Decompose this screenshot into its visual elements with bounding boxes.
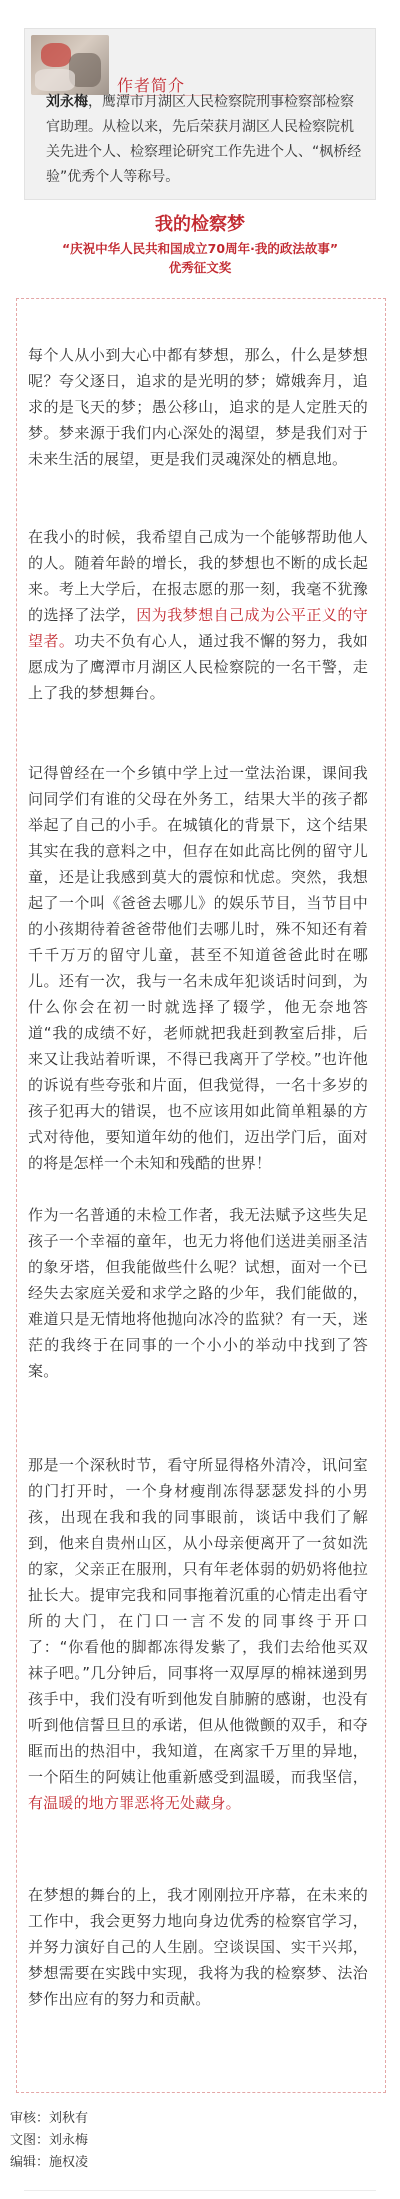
author-bio-text: ，鹰潭市月湖区人民检察院刑事检察部检察官助理。从检以来，先后荣获月湖区人民检察院机关先进个人、检察理论研究工作先进个人、“枫桥经验”优秀个人等称号。 <box>46 94 362 185</box>
bottom-divider <box>24 2190 376 2191</box>
paragraph-4: 作为一名普通的未检工作者，我无法赋予这些失足孩子一个幸福的童年，也无力将他们送进美丽圣洁的象牙塔，但我能做些什么呢？试想，面对一个已经失去家庭关爱和求学之路的少年，我们能做的，难道只是无情地将他抛向冰冷的监狱？有一天，迷茫的我终于在同事的一个小小的举动中找到了答案。 <box>28 1206 368 1380</box>
author-heading: 作者简介 <box>117 76 186 95</box>
author-name: 刘永梅 <box>46 94 88 110</box>
article-title: 我的检察梦 <box>155 214 245 235</box>
credit-text: 文图：刘永梅 <box>10 2133 89 2148</box>
paragraph-2-text-a: 在我小的时候，我希望自己成为一个能够帮助他人的人。随着年龄的增长，我的梦想也不断的成长起来。考上大学后，在报志愿的那一刻，我毫不犹豫的选择了法学， <box>28 528 368 624</box>
credit-editor: 编辑：施权凌 <box>10 2155 89 2170</box>
award-label: 优秀征文奖 <box>168 260 232 275</box>
paragraph-2-highlight: 因为我梦想自己成为公平正义的守望者。 <box>28 606 368 650</box>
article-subtitle: “庆祝中华人民共和国成立70周年·我的政法故事” <box>61 241 339 256</box>
paragraph-6: 在梦想的舞台的上，我才刚刚拉开序幕，在未来的工作中，我会更努力地向身边优秀的检察官学习，并努力演好自己的人生剧。空谈误国、实干兴邦，梦想需要在实践中实现，我将为我的检察梦、法治梦作出应有的努力和贡献。 <box>28 1886 368 2008</box>
paragraph-5-highlight: 有温暖的地方罪恶将无处藏身。 <box>28 1794 241 1812</box>
credits <box>10 2108 88 2174</box>
credit-review: 审核：刘秋有 <box>10 2111 89 2126</box>
paragraph-1: 每个人从小到大心中都有梦想，那么，什么是梦想呢？夸父逐日，追求的是光明的梦；嫦娥奔月，追求的是飞天的梦；愚公移山，追求的是人定胜天的梦。梦来源于我们内心深处的渴望，梦是我们对于未来生活的展望，更是我们灵魂深处的栖息地。 <box>28 346 368 468</box>
paragraph-2 <box>28 524 368 706</box>
paragraph-3: 记得曾经在一个乡镇中学上过一堂法治课，课间我问同学们有谁的父母在外务工，结果大半的孩子都举起了自己的小手。在城镇化的背景下，这个结果其实在我的意料之中，但存在如此高比例的留守儿童，还是让我感到莫大的震惊和忧虑。突然，我想起了一个叫《爸爸去哪儿》的娱乐节目，当节目中的小孩期待着爸爸带他们去哪儿时，殊不知还有着千千万万的留守儿童，甚至不知道爸爸此时在哪儿。还有一次，我与一名未成年犯谈话时问到，为什么你会在初一时就选择了辍学，他无奈地答道“我的成绩不好，老师就把我赶到教室后排，后来又让我站着听课，不得已我离开了学校。”也许他的诉说有些夸张和片面，但我觉得，一名十多岁的孩子犯再大的错误，也不应该用如此简单粗暴的方式对待他，要知道年幼的他们，迈出学门后，面对的将是怎样一个未知和残酷的世界！ <box>28 764 368 1172</box>
paragraph-5-text: 那是一个深秋时节，看守所显得格外清冷，讯问室的门打开时，一个身材瘦削冻得瑟瑟发抖的小男孩，出现在我和我的同事眼前，谈话中我们了解到，他来自贵州山区，从小母亲便离开了一贫如洗的家，父亲正在服刑，只有年老体弱的奶奶将他拉扯长大。提审完我和同事拖着沉重的心情走出看守所的大门，在门口一言不发的同事终于开口了：“你看他的脚都冻得发紫了，我们去给他买双袜子吧。”几分钟后，同事将一双厚厚的棉袜递到男孩手中，我们没有听到他发自肺腑的感谢，也没有听到他信誓旦旦的承诺，但从他微颤的双手，和夺眶而出的热泪中，我知道，在离家千万里的异地，一个陌生的阿姨让他重新感受到温暖，而我坚信， <box>28 1456 368 1786</box>
author-bio <box>46 90 364 190</box>
paragraph-2-text-b: 功夫不负有心人，通过我不懈的努力，我如愿成为了鹰潭市月湖区人民检察院的一名干警，走上了我的梦想舞台。 <box>28 632 368 702</box>
author-photo <box>31 35 109 95</box>
paragraph-5 <box>28 1452 368 1816</box>
